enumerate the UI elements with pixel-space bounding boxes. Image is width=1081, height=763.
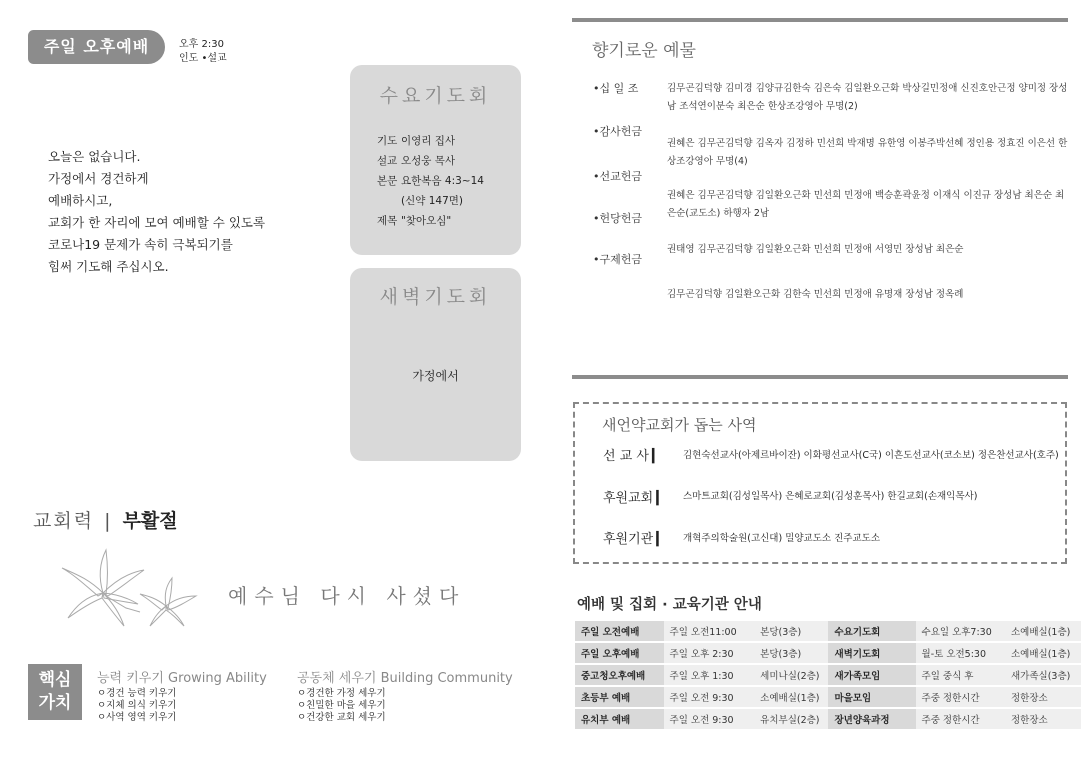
- table-cell: 월-토 오전5:30: [916, 643, 1005, 663]
- core-value-head: 공동체 세우기 Building Community: [297, 671, 513, 686]
- mission-label-text: 후원기관: [603, 532, 654, 547]
- guide-table: [575, 619, 1081, 731]
- mission-label: [603, 445, 662, 464]
- table-cell: 소예배실(1층): [1005, 643, 1081, 663]
- table-cell: 주일 중식 후: [916, 665, 1005, 685]
- wednesday-row-value: 요한복음 4:3~14: [401, 175, 484, 187]
- offerings-title: 향기로운 예물: [592, 41, 696, 61]
- table-cell: 세미나실(2층): [754, 665, 828, 685]
- top-divider: [572, 18, 1068, 22]
- table-cell: 유치부 예배: [575, 709, 664, 729]
- table-cell: 수요일 오후7:30: [916, 621, 1005, 641]
- mission-title: 새언약교회가 돕는 사역: [602, 416, 757, 434]
- core-value-item: ㅇ친밀한 마을 세우기: [297, 700, 386, 711]
- offering-label: •구제헌금: [593, 253, 642, 266]
- mission-label-bar: ▎: [656, 491, 667, 506]
- mission-text: 스마트교회(김성일목사) 은혜로교회(김성훈목사) 한길교회(손재익목사): [683, 491, 978, 502]
- wednesday-row: [377, 171, 484, 191]
- table-cell: 마을모임: [828, 687, 915, 707]
- wednesday-row: [377, 151, 484, 171]
- notice-line: 가정에서 경건하게: [48, 171, 149, 186]
- easter-message: 예수님 다시 사셨다: [228, 584, 466, 608]
- table-cell: 새가족모임: [828, 665, 915, 685]
- dawn-prayer-card: [350, 268, 521, 461]
- mission-label: [603, 487, 666, 506]
- notice-line: 코로나19 문제가 속히 극복되기를: [48, 237, 233, 252]
- wednesday-row: [377, 191, 484, 211]
- table-cell: 주일 오전 9:30: [664, 709, 755, 729]
- table-cell: 본당(3층): [754, 621, 828, 641]
- wednesday-prayer-card: [350, 65, 521, 255]
- mission-label-text: 선 교 사: [603, 449, 649, 464]
- mission-text: 김현숙선교사(아제르바이잔) 이화평선교사(C국) 이흔도선교사(코소보) 정은찬선교사(호주): [683, 450, 1059, 461]
- lily-illustration: [58, 548, 208, 628]
- table-cell: 주일 오후 1:30: [664, 665, 755, 685]
- table-cell: 새가족실(3층): [1005, 665, 1081, 685]
- table-cell: 본당(3층): [754, 643, 828, 663]
- notice-line: 예배하시고,: [48, 193, 113, 208]
- table-cell: 소예배실(1층): [1005, 621, 1081, 641]
- table-cell: 주일 오전11:00: [664, 621, 755, 641]
- table-cell: 주일 오전 9:30: [664, 687, 755, 707]
- core-values-badge: [28, 664, 82, 720]
- table-cell: 장년양육과정: [828, 709, 915, 729]
- sunday-pm-meta: [179, 38, 227, 66]
- table-cell: 주일 오후예배: [575, 643, 664, 663]
- sunday-pm-time: 오후 2:30: [179, 39, 224, 50]
- core-value-item: ㅇ지체 의식 키우기: [97, 700, 177, 711]
- table-row: [575, 709, 1081, 729]
- wednesday-prayer-title: 수요기도회: [379, 85, 492, 107]
- offering-names: 김무곤김덕향 김일환오근화 김한숙 민선희 민정애 유명재 장성남 정옥례: [667, 289, 964, 300]
- table-cell: 주중 정한시간: [916, 687, 1005, 707]
- wednesday-row-key: [377, 191, 401, 211]
- core-values-badge-line: 가치: [38, 693, 72, 713]
- offering-names: 권혜은 김무곤김덕향 김옥자 김정하 민선희 박재명 유한영 이봉주박선혜 정인용 정효진 이은선 한상조강영아 무명(4): [667, 138, 1068, 167]
- wednesday-row-value: (신약 147면): [401, 195, 464, 207]
- offering-label: •십 일 조: [593, 82, 639, 95]
- notice-text: [48, 146, 265, 278]
- table-cell: 유치부실(2층): [754, 709, 828, 729]
- core-value-growing: [97, 667, 267, 724]
- sunday-pm-badge: 주일 오후예배: [28, 30, 165, 64]
- church-calendar: [33, 506, 178, 533]
- notice-line: 오늘은 없습니다.: [48, 149, 141, 164]
- wednesday-row-key: 기도: [377, 135, 398, 147]
- wednesday-row-key: 본문: [377, 175, 398, 187]
- offering-names: 권혜은 김무곤김덕향 김일환오근화 민선희 민정애 백승훈곽윤정 이재식 이진규 장성남 최은순 최은순(교도소) 하행자 2남: [667, 190, 1065, 219]
- table-row: [575, 687, 1081, 707]
- mission-label-text: 후원교회: [603, 491, 654, 506]
- guide-title: 예배 및 집회 · 교육기관 안내: [577, 597, 762, 613]
- core-value-community: [297, 667, 513, 724]
- table-row: [575, 665, 1081, 685]
- mission-text: 개혁주의학술원(고신대) 밀양교도소 진주교도소: [683, 533, 880, 544]
- wednesday-details: [377, 131, 484, 231]
- core-value-item: ㅇ경건 능력 키우기: [97, 688, 177, 699]
- table-cell: 정한장소: [1005, 687, 1081, 707]
- church-calendar-divider: |: [104, 510, 113, 532]
- wednesday-row-value: 오성웅 목사: [401, 155, 456, 167]
- table-cell: 초등부 예배: [575, 687, 664, 707]
- offering-label: •선교헌금: [593, 170, 642, 183]
- table-cell: 주일 오후 2:30: [664, 643, 755, 663]
- offering-label: •헌당헌금: [593, 212, 642, 225]
- core-value-item: ㅇ건강한 교회 세우기: [297, 712, 386, 723]
- table-row: [575, 643, 1081, 663]
- core-value-item: ㅇ경건한 가정 세우기: [297, 688, 386, 699]
- offering-label: •감사헌금: [593, 125, 642, 138]
- wednesday-row-key: 설교: [377, 155, 398, 167]
- wednesday-row-value: "찾아오심": [401, 215, 452, 227]
- table-cell: 중고청오후예배: [575, 665, 664, 685]
- mission-label: [603, 528, 666, 547]
- offering-names: 김무곤김덕향 김미경 김양규김한숙 김은숙 김일환오근화 박상길민정애 신진호안근정 양미정 장성남 조석연이분숙 최은순 한상조강영아 무명(2): [667, 83, 1068, 112]
- core-value-head: 능력 키우기 Growing Ability: [97, 671, 267, 686]
- table-cell: 주중 정한시간: [916, 709, 1005, 729]
- wednesday-row-key: 제목: [377, 215, 398, 227]
- core-values-badge-line: 핵심: [38, 670, 72, 690]
- table-cell: 소예배실(1층): [754, 687, 828, 707]
- dawn-prayer-title: 새벽기도회: [379, 286, 492, 308]
- core-value-item: ㅇ사역 영역 키우기: [97, 712, 177, 723]
- table-cell: 정한장소: [1005, 709, 1081, 729]
- church-calendar-season: 부활절: [122, 510, 178, 532]
- notice-line: 힘써 기도해 주십시오.: [48, 259, 169, 274]
- table-cell: 수요기도회: [828, 621, 915, 641]
- wednesday-row: [377, 211, 484, 231]
- table-cell: 주일 오전예배: [575, 621, 664, 641]
- wednesday-row: [377, 131, 484, 151]
- wednesday-row-value: 이영리 집사: [401, 135, 456, 147]
- offering-names: 권태영 김무곤김덕향 김일환오근화 민선희 민정애 서영민 장성남 최은순: [667, 244, 964, 255]
- church-calendar-label: 교회력: [33, 510, 95, 532]
- dawn-prayer-text: 가정에서: [412, 369, 459, 383]
- table-cell: 새벽기도회: [828, 643, 915, 663]
- mission-label-bar: ▎: [651, 449, 662, 464]
- middle-divider: [572, 375, 1068, 379]
- table-row: [575, 621, 1081, 641]
- mission-label-bar: ▎: [656, 532, 667, 547]
- sunday-pm-leader: 인도 •설교: [179, 53, 227, 64]
- notice-line: 교회가 한 자리에 모여 예배할 수 있도록: [48, 215, 266, 230]
